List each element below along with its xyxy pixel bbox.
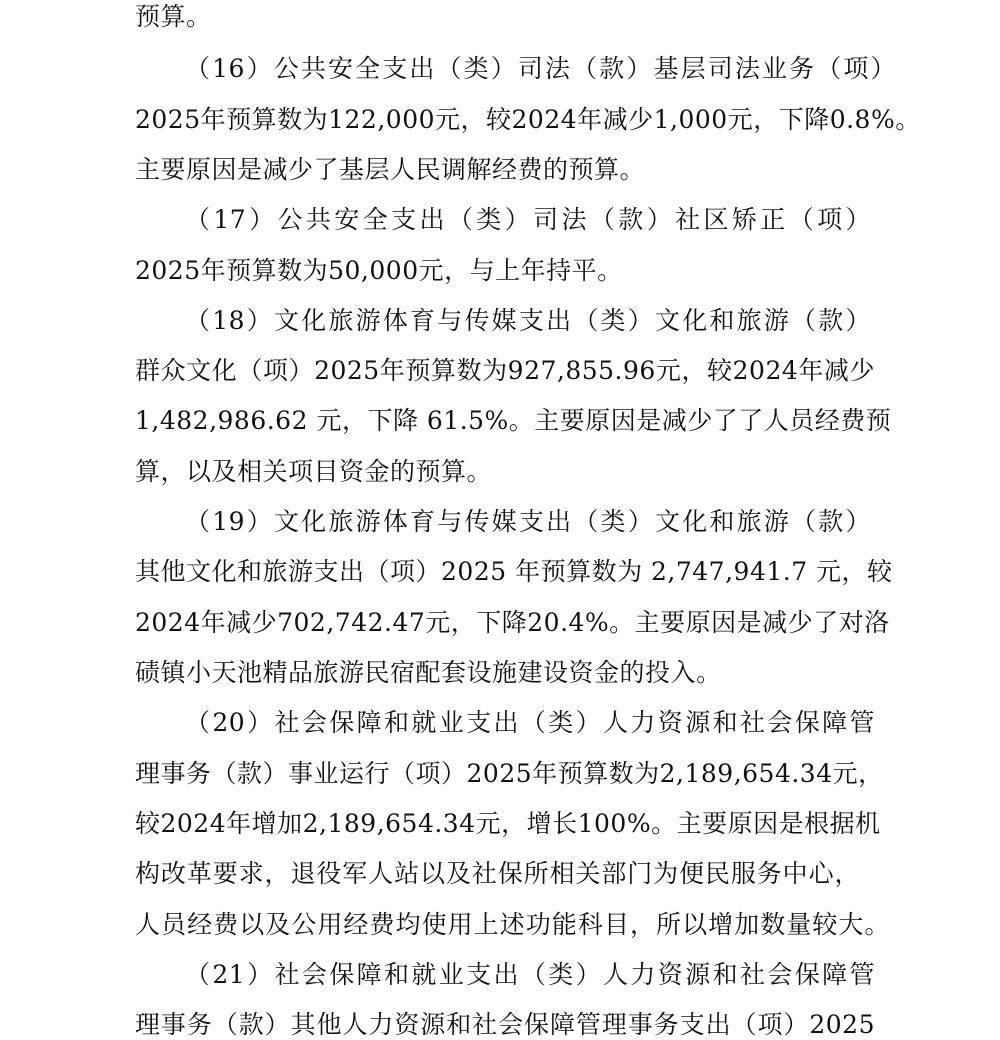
paragraph-17-line-2: 2025年预算数为50,000元，与上年持平。 <box>135 256 623 285</box>
paragraph-20-line-3: 较2024年增加2,189,654.34元，增长100%。主要原因是根据机 <box>135 809 881 838</box>
paragraph-16-line-1: （16）公共安全支出（类）司法（款）基层司法业务（项） <box>185 54 896 83</box>
paragraph-20-line-4: 构改革要求，退役军人站以及社保所相关部门为便民服务中心， <box>135 859 860 888</box>
paragraph-18-line-3: 1,482,986.62 元，下降 61.5%。主要原因是减少了了人员经费预 <box>135 406 892 435</box>
paragraph-19-line-2: 其他文化和旅游支出（项）2025 年预算数为 2,747,941.7 元，较 <box>135 557 893 586</box>
paragraph-19-line-3: 2024年减少702,742.47元，下降20.4%。主要原因是减少了对洛 <box>135 608 890 637</box>
paragraph-21-line-1: （21）社会保障和就业支出（类）人力资源和社会保障管 <box>185 960 875 989</box>
paragraph-17-line-1: （17）公共安全支出（类）司法（款）社区矫正（项） <box>185 205 871 234</box>
paragraph-18-line-1: （18）文化旅游体育与传媒支出（类）文化和旅游（款） <box>185 306 871 335</box>
paragraph-20-line-2: 理事务（款）事业运行（项）2025年预算数为2,189,654.34元， <box>135 759 884 788</box>
paragraph-19-line-1: （19）文化旅游体育与传媒支出（类）文化和旅游（款） <box>185 507 871 536</box>
paragraph-21-line-2: 理事务（款）其他人力资源和社会保障管理事务支出（项）2025 <box>135 1010 875 1039</box>
text-line: 预算。 <box>135 2 212 31</box>
paragraph-19-line-4: 碛镇小天池精品旅游民宿配套设施建设资金的投入。 <box>135 658 722 687</box>
paragraph-16-line-3: 主要原因是减少了基层人民调解经费的预算。 <box>135 155 646 184</box>
paragraph-20-line-1: （20）社会保障和就业支出（类）人力资源和社会保障管 <box>185 708 875 737</box>
paragraph-18-line-2: 群众文化（项）2025年预算数为927,855.96元，较2024年减少 <box>135 356 875 385</box>
paragraph-16-line-2: 2025年预算数为122,000元，较2024年减少1,000元，下降0.8%。 <box>135 105 921 134</box>
paragraph-18-line-4: 算，以及相关项目资金的预算。 <box>135 457 493 486</box>
paragraph-20-line-5: 人员经费以及公用经费均使用上述功能科目，所以增加数量较大。 <box>135 910 890 939</box>
